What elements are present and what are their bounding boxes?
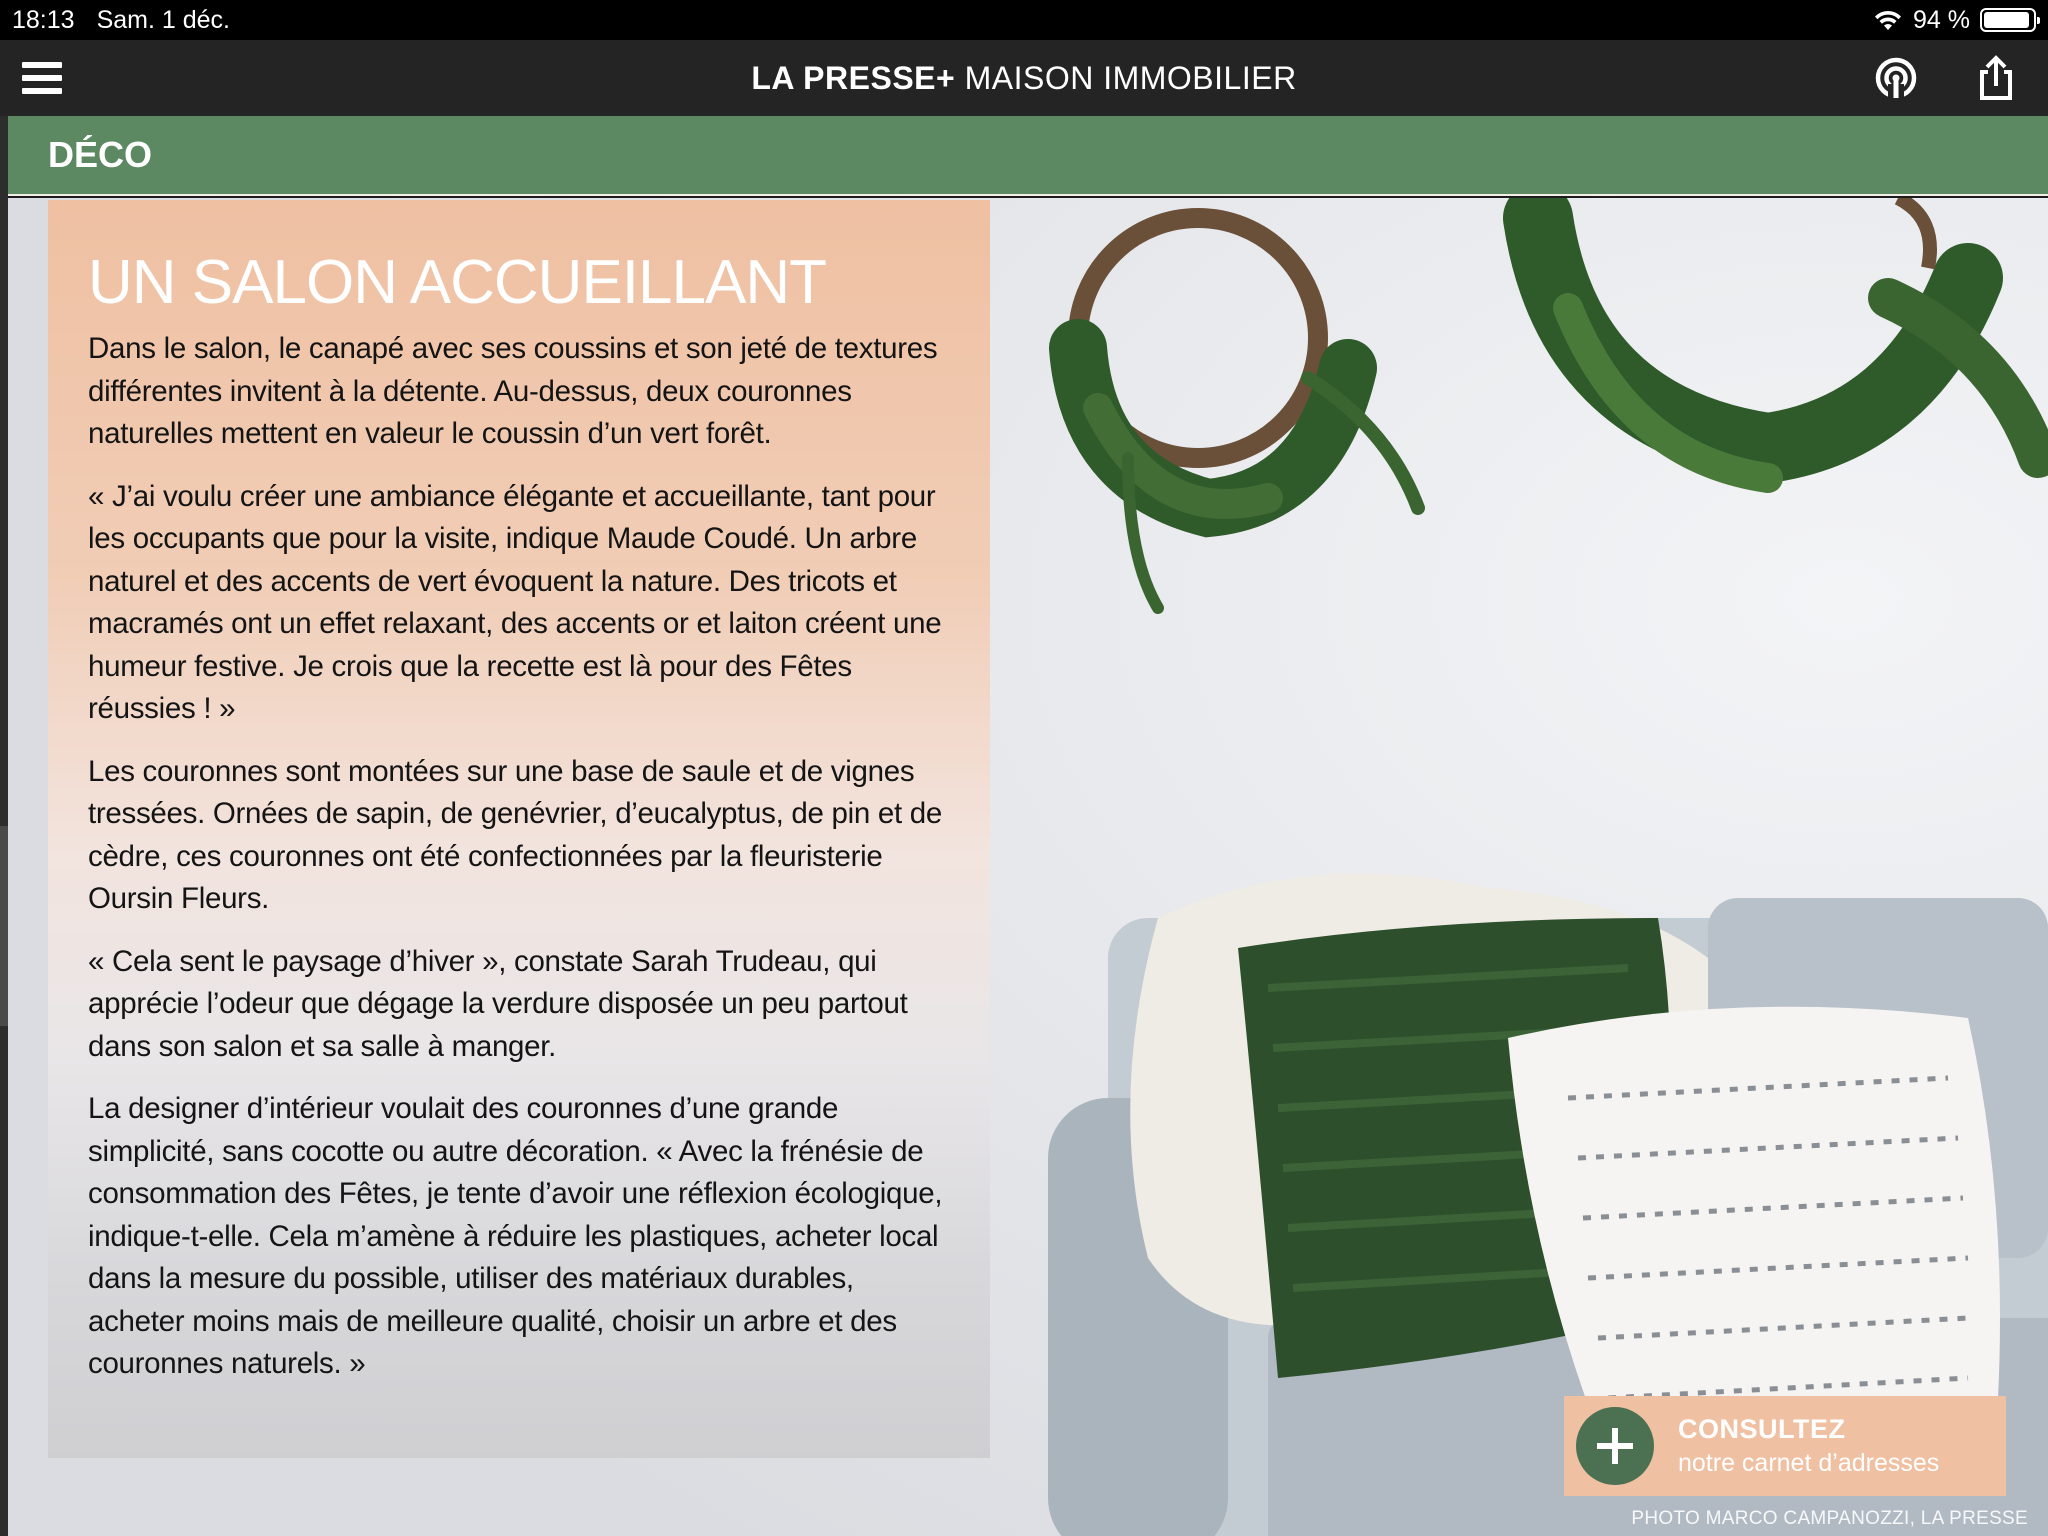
share-icon[interactable] <box>1972 54 2020 102</box>
article-title: UN SALON ACCUEILLANT <box>88 248 826 317</box>
plus-icon <box>1576 1407 1654 1485</box>
section-bar <box>8 116 2048 196</box>
consult-address-book-button[interactable] <box>1564 1396 2006 1496</box>
article-paragraph: La designer d’intérieur voulait des couronnes d’une grande simplicité, sans cocotte ou autre décoration. « Avec la frénésie de consommation des Fêtes, je tente d’avoir une réflexion écologique, indique-t-elle. Cela m’amène à réduire les plastiques, acheter local dans la mesure du possible, utiliser des matériaux durables, acheter moins mais de meilleure qualité, choisir un arbre et des couronnes naturels. » <box>88 1092 943 1380</box>
podcast-icon[interactable] <box>1872 54 1920 102</box>
status-time: 18:13 <box>12 5 75 34</box>
article-paragraph: « J’ai voulu créer une ambiance élégante et accueillante, tant pour les occupants que pour la visite, indique Maude Coudé. Un arbre naturel et des accents de vert évoquent la nature. Des tricots et macramés ont un effet relaxant, des accents or et laiton créent une humeur festive. Je crois que la recette est là pour des Fêtes réussies ! » <box>88 479 942 725</box>
consult-subtitle: notre carnet d’adresses <box>1678 1449 1940 1477</box>
app-header <box>0 40 2048 116</box>
article-paragraph: « Cela sent le paysage d’hiver », constate Sarah Trudeau, qui apprécie l’odeur que dégage la verdure disposée un peu partout dans son salon et sa salle à manger. <box>88 944 908 1063</box>
photo-credit: PHOTO MARCO CAMPANOZZI, LA PRESSE <box>1631 1508 2028 1529</box>
status-right <box>1873 6 2036 35</box>
battery-percent: 94 % <box>1913 5 1970 34</box>
article-panel <box>48 200 990 1458</box>
consult-text <box>1678 1414 1939 1478</box>
battery-icon <box>1980 8 2036 32</box>
brand-bold: LA PRESSE+ <box>751 59 956 96</box>
brand-light: MAISON IMMOBILIER <box>964 59 1297 96</box>
article-paragraph: Dans le salon, le canapé avec ses coussins et son jeté de textures différentes invitent à la détente. Au-dessus, deux couronnes naturelles mettent en valeur le coussin d’un vert forêt. <box>88 332 938 450</box>
status-date: Sam. 1 déc. <box>96 5 230 34</box>
menu-icon[interactable] <box>22 62 62 94</box>
article-paragraph: Les couronnes sont montées sur une base de saule et de vignes tressées. Ornées de sapin, de genévrier, d’eucalyptus, de pin et de cèdre, ces couronnes ont été confectionnées par la fleuristerie Oursin Fleurs. <box>88 754 942 915</box>
status-bar <box>0 0 2048 40</box>
consult-title: CONSULTEZ <box>1678 1414 1846 1444</box>
section-title: DÉCO <box>48 134 153 175</box>
brand-title <box>751 60 1296 97</box>
wifi-icon <box>1873 8 1903 32</box>
battery-fill <box>1984 12 2029 28</box>
left-edge-strip <box>0 116 8 1536</box>
